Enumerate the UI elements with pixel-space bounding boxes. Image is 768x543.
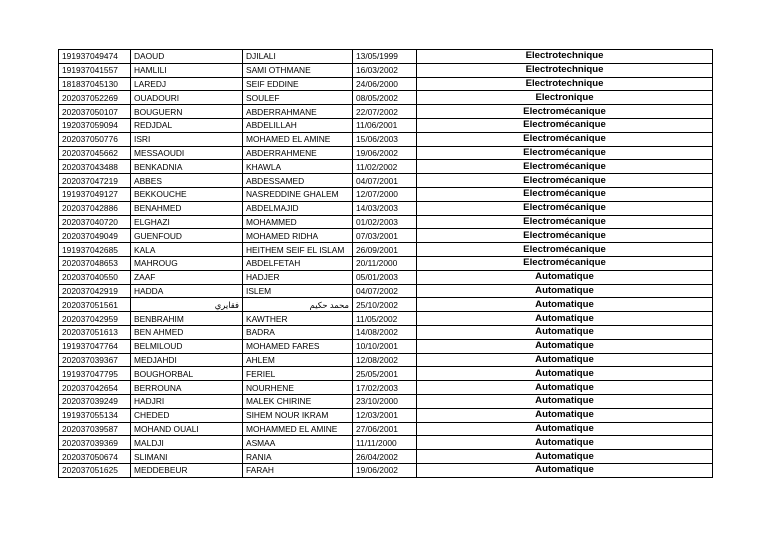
student-table-body xyxy=(59,50,713,478)
first-name-cell: MALEK CHIRINE xyxy=(243,394,353,408)
first-name-cell: SIHEM NOUR IKRAM xyxy=(243,408,353,422)
student-id-cell: 202037039249 xyxy=(59,394,131,408)
first-name-cell: FERIEL xyxy=(243,367,353,381)
student-id-cell: 192037059094 xyxy=(59,118,131,132)
last-name-cell: GUENFOUD xyxy=(131,229,243,243)
table-row xyxy=(59,118,713,132)
birth-date-cell: 08/05/2002 xyxy=(353,91,417,105)
specialty-cell: Electrotechnique xyxy=(417,50,713,64)
student-id-cell: 191937047764 xyxy=(59,339,131,353)
table-row xyxy=(59,325,713,339)
first-name-cell: HADJER xyxy=(243,270,353,284)
first-name-cell: DJILALI xyxy=(243,50,353,64)
table-row xyxy=(59,422,713,436)
student-id-cell: 202037039367 xyxy=(59,353,131,367)
student-id-cell: 181837045130 xyxy=(59,77,131,91)
specialty-cell: Electromécanique xyxy=(417,174,713,188)
table-row xyxy=(59,146,713,160)
last-name-cell: REDJDAL xyxy=(131,118,243,132)
table-row xyxy=(59,394,713,408)
specialty-cell: Automatique xyxy=(417,339,713,353)
birth-date-cell: 19/06/2002 xyxy=(353,146,417,160)
birth-date-cell: 19/06/2002 xyxy=(353,463,417,477)
student-id-cell: 202037042919 xyxy=(59,284,131,298)
birth-date-cell: 11/02/2002 xyxy=(353,160,417,174)
last-name-cell: MALDJI xyxy=(131,436,243,450)
table-row xyxy=(59,91,713,105)
specialty-cell: Automatique xyxy=(417,422,713,436)
table-row xyxy=(59,367,713,381)
table-row xyxy=(59,77,713,91)
last-name-cell: BENBRAHIM xyxy=(131,312,243,326)
specialty-cell: Electromécanique xyxy=(417,187,713,201)
specialty-cell: Automatique xyxy=(417,463,713,477)
last-name-cell: BEN AHMED xyxy=(131,325,243,339)
table-row xyxy=(59,160,713,174)
first-name-cell: FARAH xyxy=(243,463,353,477)
first-name-cell: ABDELILLAH xyxy=(243,118,353,132)
specialty-cell: Electromécanique xyxy=(417,146,713,160)
specialty-cell: Automatique xyxy=(417,270,713,284)
specialty-cell: Automatique xyxy=(417,367,713,381)
birth-date-cell: 12/08/2002 xyxy=(353,353,417,367)
student-id-cell: 202037043488 xyxy=(59,160,131,174)
table-row xyxy=(59,174,713,188)
last-name-cell: LAREDJ xyxy=(131,77,243,91)
birth-date-cell: 24/06/2000 xyxy=(353,77,417,91)
birth-date-cell: 23/10/2000 xyxy=(353,394,417,408)
student-id-cell: 202037042886 xyxy=(59,201,131,215)
specialty-cell: Automatique xyxy=(417,450,713,464)
birth-date-cell: 15/06/2003 xyxy=(353,132,417,146)
table-row xyxy=(59,201,713,215)
table-row xyxy=(59,284,713,298)
last-name-cell: ELGHAZI xyxy=(131,215,243,229)
last-name-cell: MEDJAHDI xyxy=(131,353,243,367)
first-name-cell: NASREDDINE GHALEM xyxy=(243,187,353,201)
last-name-cell: ZAAF xyxy=(131,270,243,284)
specialty-cell: Automatique xyxy=(417,325,713,339)
birth-date-cell: 11/05/2002 xyxy=(353,312,417,326)
table-row xyxy=(59,215,713,229)
student-id-cell: 202037042654 xyxy=(59,381,131,395)
student-id-cell: 202037049049 xyxy=(59,229,131,243)
first-name-cell: BADRA xyxy=(243,325,353,339)
student-id-cell: 191937055134 xyxy=(59,408,131,422)
birth-date-cell: 20/11/2000 xyxy=(353,256,417,270)
birth-date-cell: 05/01/2003 xyxy=(353,270,417,284)
specialty-cell: Electronique xyxy=(417,91,713,105)
birth-date-cell: 04/07/2001 xyxy=(353,174,417,188)
birth-date-cell: 10/10/2001 xyxy=(353,339,417,353)
first-name-cell: KHAWLA xyxy=(243,160,353,174)
birth-date-cell: 27/06/2001 xyxy=(353,422,417,436)
first-name-cell: HEITHEM SEIF EL ISLAM xyxy=(243,243,353,257)
student-id-cell: 202037040550 xyxy=(59,270,131,284)
student-id-cell: 202037039587 xyxy=(59,422,131,436)
table-row xyxy=(59,63,713,77)
specialty-cell: Electromécanique xyxy=(417,256,713,270)
last-name-cell: BEKKOUCHE xyxy=(131,187,243,201)
last-name-cell: BENAHMED xyxy=(131,201,243,215)
specialty-cell: Automatique xyxy=(417,436,713,450)
first-name-cell: KAWTHER xyxy=(243,312,353,326)
first-name-cell: NOURHENE xyxy=(243,381,353,395)
specialty-cell: Electrotechnique xyxy=(417,77,713,91)
last-name-cell: BERROUNA xyxy=(131,381,243,395)
birth-date-cell: 14/08/2002 xyxy=(353,325,417,339)
last-name-cell: KALA xyxy=(131,243,243,257)
first-name-cell: ABDERRAHMANE xyxy=(243,105,353,119)
table-row xyxy=(59,132,713,146)
specialty-cell: Electromécanique xyxy=(417,201,713,215)
last-name-cell: ABBES xyxy=(131,174,243,188)
birth-date-cell: 12/03/2001 xyxy=(353,408,417,422)
specialty-cell: Automatique xyxy=(417,408,713,422)
first-name-cell: MOHAMMED EL AMINE xyxy=(243,422,353,436)
specialty-cell: Electromécanique xyxy=(417,132,713,146)
table-row xyxy=(59,256,713,270)
first-name-cell: ABDELFETAH xyxy=(243,256,353,270)
table-row xyxy=(59,450,713,464)
last-name-cell: SLIMANI xyxy=(131,450,243,464)
last-name-cell: فقايري xyxy=(131,298,243,312)
specialty-cell: Automatique xyxy=(417,298,713,312)
student-id-cell: 202037039369 xyxy=(59,436,131,450)
last-name-cell: DAOUD xyxy=(131,50,243,64)
table-row xyxy=(59,312,713,326)
table-row xyxy=(59,408,713,422)
last-name-cell: HAMLILI xyxy=(131,63,243,77)
last-name-cell: HADDA xyxy=(131,284,243,298)
birth-date-cell: 13/05/1999 xyxy=(353,50,417,64)
first-name-cell: MOHAMED RIDHA xyxy=(243,229,353,243)
birth-date-cell: 11/11/2000 xyxy=(353,436,417,450)
table-row xyxy=(59,243,713,257)
specialty-cell: Electrotechnique xyxy=(417,63,713,77)
last-name-cell: MESSAOUDI xyxy=(131,146,243,160)
birth-date-cell: 26/09/2001 xyxy=(353,243,417,257)
table-row xyxy=(59,339,713,353)
student-id-cell: 202037045662 xyxy=(59,146,131,160)
table-row xyxy=(59,50,713,64)
last-name-cell: MAHROUG xyxy=(131,256,243,270)
student-id-cell: 202037050674 xyxy=(59,450,131,464)
student-id-cell: 191937042685 xyxy=(59,243,131,257)
last-name-cell: MOHAND OUALI xyxy=(131,422,243,436)
student-id-cell: 191937047795 xyxy=(59,367,131,381)
specialty-cell: Automatique xyxy=(417,394,713,408)
first-name-cell: SEIF EDDINE xyxy=(243,77,353,91)
birth-date-cell: 26/04/2002 xyxy=(353,450,417,464)
first-name-cell: ABDESSAMED xyxy=(243,174,353,188)
birth-date-cell: 22/07/2002 xyxy=(353,105,417,119)
table-row xyxy=(59,353,713,367)
student-id-cell: 191937049474 xyxy=(59,50,131,64)
last-name-cell: BELMILOUD xyxy=(131,339,243,353)
last-name-cell: CHEDED xyxy=(131,408,243,422)
student-id-cell: 202037052269 xyxy=(59,91,131,105)
specialty-cell: Electromécanique xyxy=(417,229,713,243)
specialty-cell: Electromécanique xyxy=(417,160,713,174)
first-name-cell: RANIA xyxy=(243,450,353,464)
birth-date-cell: 16/03/2002 xyxy=(353,63,417,77)
student-id-cell: 202037051625 xyxy=(59,463,131,477)
birth-date-cell: 25/05/2001 xyxy=(353,367,417,381)
birth-date-cell: 04/07/2002 xyxy=(353,284,417,298)
birth-date-cell: 11/06/2001 xyxy=(353,118,417,132)
first-name-cell: ISLEM xyxy=(243,284,353,298)
last-name-cell: OUADOURI xyxy=(131,91,243,105)
first-name-cell: SOULEF xyxy=(243,91,353,105)
birth-date-cell: 14/03/2003 xyxy=(353,201,417,215)
student-id-cell: 202037050776 xyxy=(59,132,131,146)
last-name-cell: BOUGUERN xyxy=(131,105,243,119)
student-table xyxy=(58,49,713,478)
last-name-cell: BOUGHORBAL xyxy=(131,367,243,381)
first-name-cell: SAMI OTHMANE xyxy=(243,63,353,77)
student-id-cell: 202037050107 xyxy=(59,105,131,119)
table-row xyxy=(59,187,713,201)
last-name-cell: ISRI xyxy=(131,132,243,146)
specialty-cell: Automatique xyxy=(417,284,713,298)
student-id-cell: 202037048653 xyxy=(59,256,131,270)
specialty-cell: Electromécanique xyxy=(417,243,713,257)
specialty-cell: Automatique xyxy=(417,353,713,367)
birth-date-cell: 12/07/2000 xyxy=(353,187,417,201)
first-name-cell: AHLEM xyxy=(243,353,353,367)
last-name-cell: MEDDEBEUR xyxy=(131,463,243,477)
table-row xyxy=(59,105,713,119)
first-name-cell: ASMAA xyxy=(243,436,353,450)
specialty-cell: Electromécanique xyxy=(417,105,713,119)
birth-date-cell: 25/10/2002 xyxy=(353,298,417,312)
student-list-sheet xyxy=(58,49,712,478)
table-row xyxy=(59,229,713,243)
last-name-cell: BENKADNIA xyxy=(131,160,243,174)
student-id-cell: 191937049127 xyxy=(59,187,131,201)
first-name-cell: ABDELMAJID xyxy=(243,201,353,215)
last-name-cell: HADJRI xyxy=(131,394,243,408)
birth-date-cell: 07/03/2001 xyxy=(353,229,417,243)
student-id-cell: 202037042959 xyxy=(59,312,131,326)
table-row xyxy=(59,436,713,450)
first-name-cell: محمد حكيم xyxy=(243,298,353,312)
specialty-cell: Automatique xyxy=(417,381,713,395)
table-row xyxy=(59,298,713,312)
student-id-cell: 202037047219 xyxy=(59,174,131,188)
first-name-cell: MOHAMED FARES xyxy=(243,339,353,353)
table-row xyxy=(59,463,713,477)
table-row xyxy=(59,381,713,395)
student-id-cell: 191937041557 xyxy=(59,63,131,77)
specialty-cell: Automatique xyxy=(417,312,713,326)
first-name-cell: MOHAMED EL AMINE xyxy=(243,132,353,146)
specialty-cell: Electromécanique xyxy=(417,118,713,132)
student-id-cell: 202037051613 xyxy=(59,325,131,339)
first-name-cell: MOHAMMED xyxy=(243,215,353,229)
birth-date-cell: 17/02/2003 xyxy=(353,381,417,395)
table-row xyxy=(59,270,713,284)
first-name-cell: ABDERRAHMENE xyxy=(243,146,353,160)
student-id-cell: 202037051561 xyxy=(59,298,131,312)
birth-date-cell: 01/02/2003 xyxy=(353,215,417,229)
student-id-cell: 202037040720 xyxy=(59,215,131,229)
specialty-cell: Electromécanique xyxy=(417,215,713,229)
